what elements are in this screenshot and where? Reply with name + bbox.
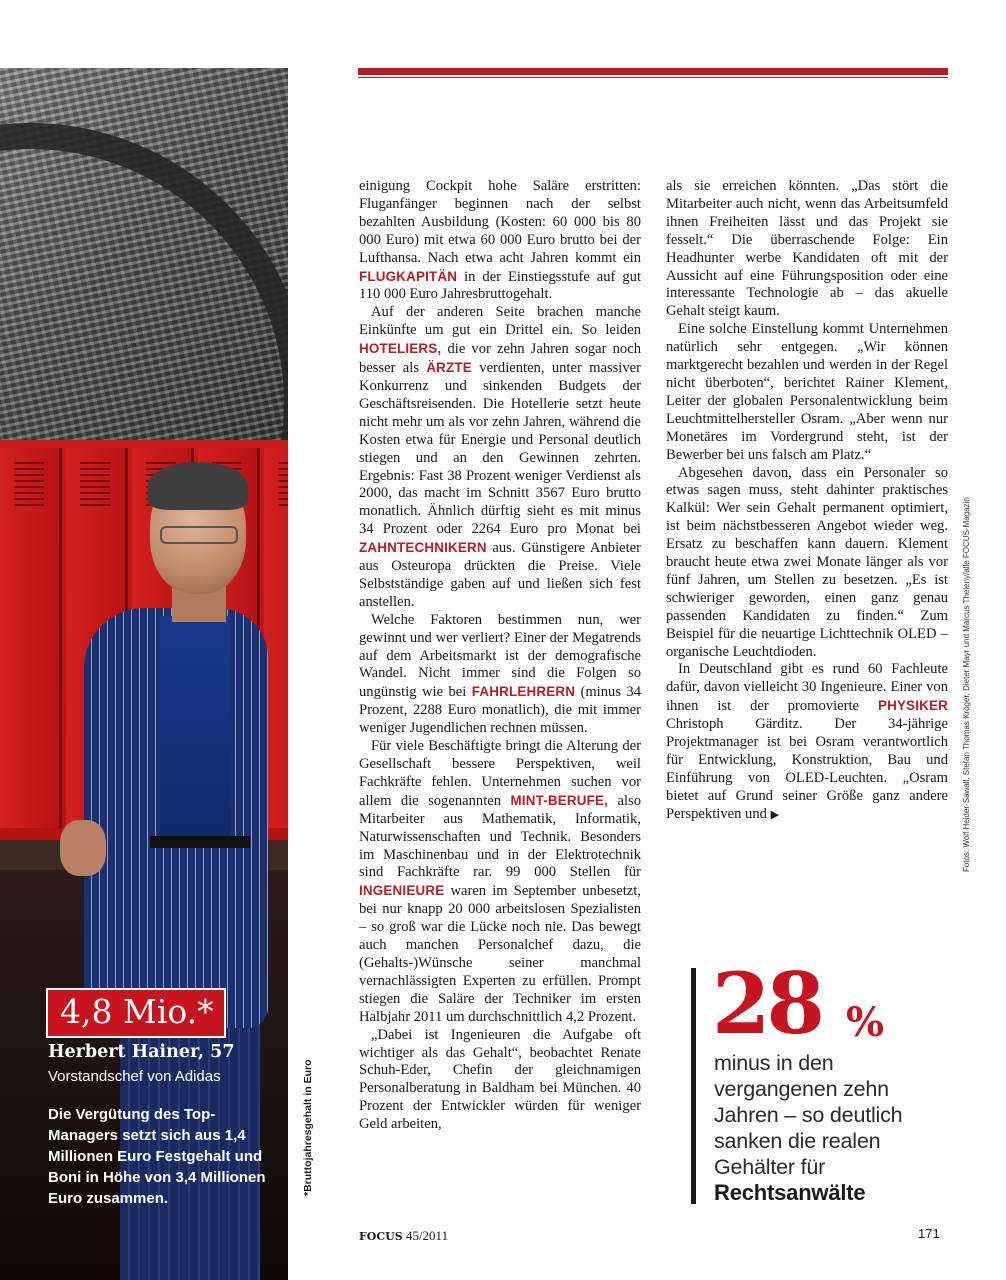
photo-credits: Fotos: Wolf Heider-Sawall, Stefan Thomas Kröger, Dieter Mayr und Marcus Theleny/alle FOCUS-Magazin [962, 497, 971, 872]
glasses-icon [160, 526, 238, 544]
footer-brand: FOCUS [359, 1230, 403, 1243]
keyword-hoteliers: HOTELIERS, [359, 341, 442, 357]
paragraph: als sie erreichen könnten. „Das stört die Mitarbeiter auch nicht, wenn das Arbeitsumfeld ihnen Freiheiten lässt und das Projekt sie fesselt.“ Die überraschende Folge: Ein Headhunter werbe Kandidaten oft mit der Aussicht auf eine Führungsposition oder eine interessante Technologie ab – das akuelle Gehalt steigt kaum. [666, 178, 948, 320]
person-name: Herbert Hainer, 57 [48, 1042, 235, 1062]
page-number: 171 [918, 1226, 940, 1241]
keyword-physiker: PHYSIKER [877, 698, 948, 714]
person-description: Die Vergütung des Top-Managers setzt sich aus 1,4 Millionen Euro Festgehalt und Boni in Höhe von 3,4 Millionen Euro zusammen. [48, 1106, 266, 1207]
footer-issue [359, 1228, 448, 1244]
continue-arrow-icon: ▶ [770, 807, 780, 821]
paragraph: Eine solche Einstellung kommt Unternehmen natürlich sehr entgegen. „Wir können marktgerecht bezahlen und werden in der Regel nicht überboten“, berichtet Rainer Klement, Leiter der globalen Personalentwicklung beim Leuchtmittelhersteller Osram. „Aber wenn nur Monetäres im Vordergrund steht, ist der Bewerber bei uns falsch am Platz.“ [666, 321, 948, 463]
stat-highlight: Rechtsanwälte [714, 1180, 866, 1205]
footer-issue-number: 45/2011 [405, 1228, 449, 1243]
keyword-flugkapitaen: FLUGKAPITÄN [359, 268, 458, 284]
keyword-mint-berufe: MINT-BERUFE, [510, 792, 609, 808]
keyword-fahrlehrern: FAHRLEHRERN [471, 684, 576, 700]
stat-bar [691, 968, 696, 1204]
header-rule-thin [358, 77, 948, 78]
stat-text: minus in den vergangenen zehn Jahren – so deutlich sanken die realen Gehälter für Rechtsanwälte [714, 1051, 903, 1205]
paragraph: Auf der anderen Seite brachen manche Einkünfte um gut ein Drittel ein. So leiden HOTELIERS, die vor zehn Jahren sogar noch besser als ÄRZTE verdienten, unter massiver Konkurrenz und sinkenden Budgets der Geschäftsreisenden. Die Hotellerie setzt heute nicht mehr um als vor zehn Jahren, während die Kosten etwa für Energie und Personal deutlich stiegen und an den Gewinnen zehrten. Ergebnis: Fast 38 Prozent weniger Verdienst als 2000, das macht im Schnitt 3567 Euro brutto monatlich. Ähnlich dürftig sieht es mit minus 34 Prozent oder 2264 Euro pro Monat bei ZAHNTECHNIKERN aus. Günstigere Anbieter aus Osteuropa drückten die Preise. Viele Selbstständige gaben auf und ließen sich fest anstellen. [359, 304, 641, 610]
keyword-zahntechnikern: ZAHNTECHNIKERN [359, 540, 487, 556]
photo-column [0, 68, 288, 1280]
person-role: Vorstandschef von Adidas [48, 1068, 221, 1085]
salary-badge: 4,8 Mio.* [46, 988, 226, 1038]
stat-unit: % [846, 999, 885, 1046]
wicker-chair-photo [0, 68, 288, 440]
stat-number: 28 [712, 954, 821, 1053]
article-column-2 [666, 178, 948, 878]
keyword-ingenieure: INGENIEURE [359, 883, 445, 899]
salary-footnote: *Bruttojahresgehalt in Euro [302, 1059, 314, 1196]
header-rule [358, 68, 948, 75]
paragraph: „Dabei ist Ingenieuren die Aufgabe oft wichtiger als das Gehalt“, beobachtet Renate Schuh-Eder, Chefin der gleichnamigen Personalberatung in Baldham bei München. 40 Prozent der Entwickler würden für weniger Geld arbeiten, [359, 1026, 641, 1133]
keyword-aerzte: ÄRZTE [426, 360, 472, 376]
paragraph: Welche Faktoren bestimmen nun, wer gewinnt und wer verliert? Einer der Megatrends auf dem Arbeitsmarkt ist der demografische Wandel. Nicht immer sind die Folgen so ungünstig wie bei FAHRLEHRERN (minus 34 Prozent, 2288 Euro monatlich), die mit immer weniger Jugendlichen rechnen müssen. [359, 611, 641, 737]
paragraph: Für viele Beschäftigte bringt die Alterung der Gesellschaft bessere Perspektiven, weil Fachkräfte fehlen. Unternehmen suchen vor allem die sogenannten MINT-BERUFE, also Mitarbeiter aus Mathematik, Informatik, Naturwissenschaften und Technik. Besonders im Maschinenbau und in der Elektrotechnik sind Fachkräfte rar. 99 000 Stellen für INGENIEURE waren im September unbesetzt, bei nur knapp 20 000 arbeitslosen Spezialisten – so groß war die Lücke noch nie. Das bewegt auch manchen Personalchef dazu, die (Gehalts-)Wünsche seiner manchmal vernachlässigten Experten zu erfüllen. Prompt stiegen die Saläre der Techniker im ersten Halbjahr 2011 um durchschnittlich 4,2 Prozent. [359, 738, 641, 1025]
article-column-1 [359, 178, 641, 1208]
paragraph: Abgesehen davon, dass ein Personaler so etwas sagen muss, steht dahinter praktisches Kalkül: Wer sein Gehalt permanent optimiert, ist beim nächstbesseren Angebot wieder weg. Ersatz zu beschaffen kann dauern. Klement braucht heute etwa zwei Monate länger als vor fünf Jahren, um Stellen zu besetzen. „Es ist schwieriger geworden, einen ganz genau passenden Kandidaten zu finden.“ Zum Beispiel für die neuartige Lichttechnik OLED – organische Leuchtdioden. [666, 464, 948, 660]
paragraph: In Deutschland gibt es rund 60 Fachleute dafür, davon vielleicht 30 Ingenieure. Einer von ihnen ist der promovierte PHYSIKER Christoph Gärditz. Der 34-jährige Projektmanager ist bei Osram verantwortlich für Entwicklung, Konstruktion, Bau und Einführung von OLED-Leuchten. „Osram bietet auf Grund seiner Größe ganz andere Perspektiven und ▶ [666, 661, 948, 822]
paragraph: einigung Cockpit hohe Saläre erstritten: Fluganfänger beginnen nach der selbst bezahlten Ausbildung (Kosten: 60 000 bis 80 000 Euro) mit etwa 60 000 Euro brutto bei der Lufthansa. Nach etwa acht Jahren kommt ein FLUGKAPITÄN in der Einstiegsstufe auf gut 110 000 Euro Jahresbruttogehalt. [359, 178, 641, 303]
